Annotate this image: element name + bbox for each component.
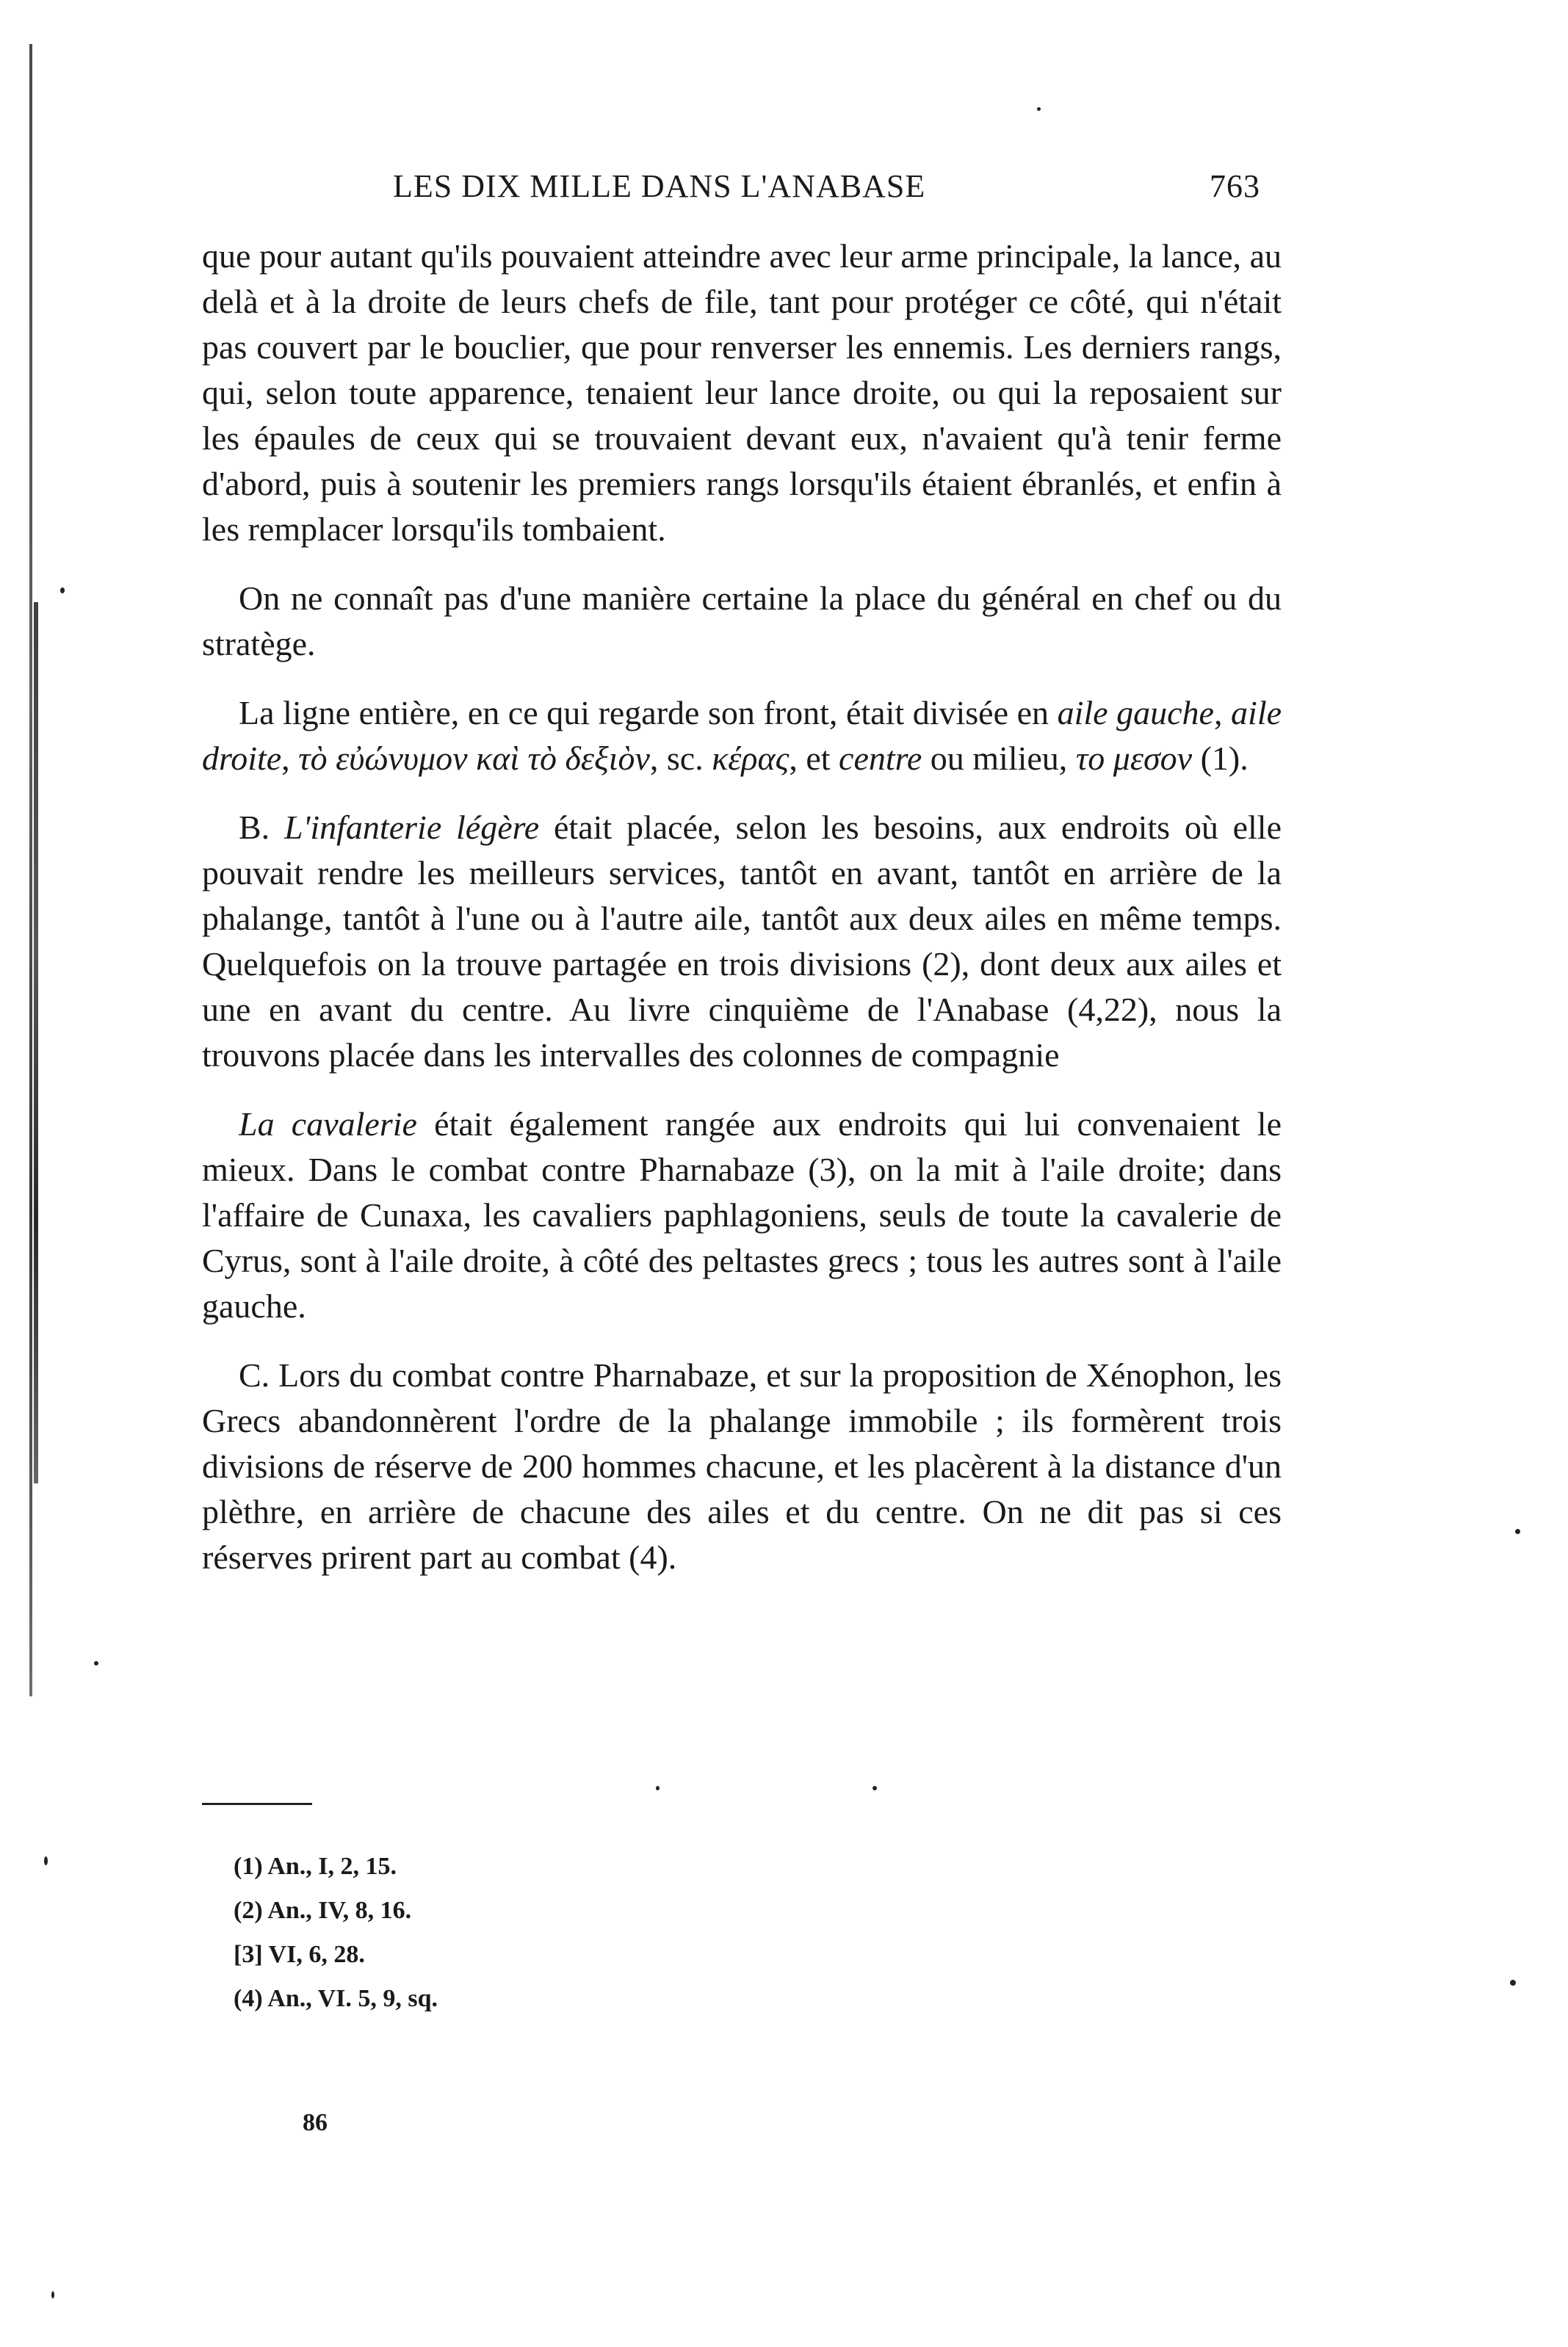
italic-term: L'infanterie légère	[283, 809, 540, 846]
text-run: était placée, selon les besoins, aux endroits où elle pouvait rendre les meilleurs services, tantôt en avant, tantôt en arrière de la phalange, tantôt à l'une ou à l'autre aile, tantôt aux deux ailes en même temps. Quelquefois on la trouve partagée en trois divisions (2), dont deux aux ailes et une en avant du centre. Au livre cinquième de l'Anabase (4,22), nous la trouvons placée dans les intervalles des colonnes de compagnie	[202, 809, 1282, 1074]
italic-term: centre	[839, 739, 922, 777]
footnote: [3] VI, 6, 28.	[234, 1941, 365, 1968]
text-run: , et	[789, 739, 839, 777]
footnote: (4) An., VI. 5, 9, sq.	[234, 1985, 438, 2012]
paragraph	[202, 690, 1282, 781]
text-run: était également rangée aux endroits qui lui convenaient le mieux. Dans le combat contre Pharnabaze (3), on la mit à l'aile droite; dans l'affaire de Cunaxa, les cavaliers paphlagoniens, seuls de toute la cavalerie de Cyrus, sont à l'aile droite, à côté des peltastes grecs ; tous les autres sont à l'aile gauche.	[202, 1105, 1282, 1325]
paragraph	[202, 805, 1282, 1078]
binding-edge-artifact	[34, 602, 38, 1483]
italic-term: aile droite	[202, 694, 1282, 777]
scan-speck	[51, 2291, 54, 2299]
signature-mark: 86	[303, 2109, 328, 2136]
scan-speck	[1510, 1980, 1516, 1986]
paragraph: C. Lors du combat contre Pharnabaze, et sur la proposition de Xénophon, les Grecs abandonnèrent l'ordre de la phalange immobile ; ils formèrent trois divisions de réserve de 200 hommes chacune, et les placèrent à la distance d'un plèthre, en arrière de chacune des ailes et du centre. On ne dit pas si ces réserves prirent part au combat (4).	[202, 1356, 1282, 1576]
binding-edge-artifact	[29, 44, 32, 1696]
scan-speck	[656, 1786, 660, 1790]
text-run: La ligne entière, en ce qui regarde son front, était divisée en	[239, 694, 1058, 731]
scan-speck	[1037, 107, 1041, 111]
italic-term: La cavalerie	[239, 1105, 417, 1143]
paragraph: On ne connaît pas d'une manière certaine la place du général en chef ou du stratège.	[202, 579, 1282, 662]
scan-speck	[44, 1856, 48, 1865]
italic-term: aile gauche	[1057, 694, 1214, 731]
greek-term: κέρας	[712, 739, 790, 777]
section-label: B.	[239, 809, 284, 846]
scan-speck	[60, 587, 65, 593]
text-run: ou milieu,	[922, 739, 1076, 777]
running-title: LES DIX MILLE DANS L'ANABASE	[393, 168, 926, 204]
greek-term: το μεσον	[1075, 739, 1193, 777]
footnote: (2) An., IV, 8, 16.	[234, 1897, 412, 1924]
main-text	[202, 234, 1282, 1580]
text-run: , sc.	[649, 739, 712, 777]
paragraph: que pour autant qu'ils pouvaient atteindre avec leur arme principale, la lance, au delà et à la droite de leurs chefs de file, tant pour protéger ce côté, qui n'était pas couvert par le bouclier, que pour renverser les ennemis. Les derniers rangs, qui, selon toute apparence, tenaient leur lance droite, ou qui la reposaient sur les épaules de ceux qui se trouvaient devant eux, n'avaient qu'à tenir ferme d'abord, puis à soutenir les premiers rangs lorsqu'ils étaient ébranlés, et enfin à les remplacer lorsqu'ils tombaient.	[202, 237, 1282, 548]
text-run: (1).	[1192, 739, 1249, 777]
paragraph	[202, 1102, 1282, 1329]
text-run: ,	[1213, 694, 1232, 731]
greek-term: τὸ εὐώνυμον καὶ τὸ δεξιὸν	[298, 739, 650, 777]
footnote: (1) An., I, 2, 15.	[234, 1853, 397, 1880]
scan-speck	[1515, 1529, 1520, 1534]
scan-speck	[94, 1661, 98, 1666]
text-run: ,	[281, 739, 299, 777]
footnotes	[234, 1845, 438, 2021]
scan-speck	[872, 1786, 877, 1790]
footnote-separator	[202, 1803, 312, 1805]
page-number: 763	[1210, 168, 1260, 204]
running-header	[393, 167, 1274, 211]
